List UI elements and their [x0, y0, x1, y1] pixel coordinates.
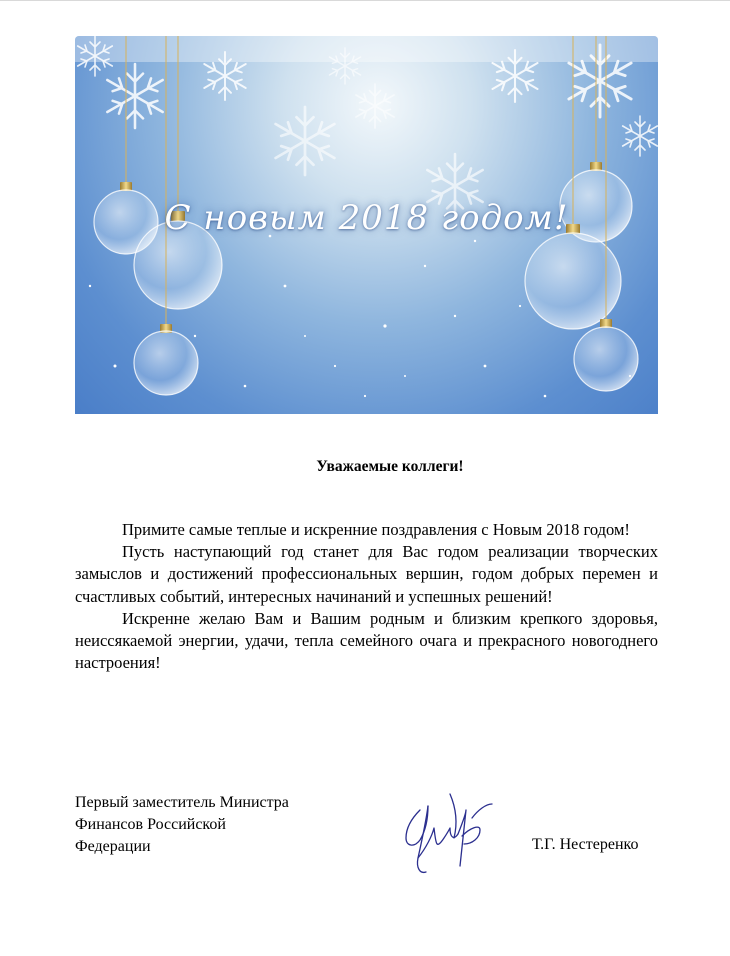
salutation: Уважаемые коллеги! — [316, 458, 464, 475]
signer-name: Т.Г. Нестеренко — [532, 836, 639, 853]
signer-position — [75, 792, 289, 858]
signer-position-line: Федерации — [75, 838, 151, 855]
banner-greeting: С новым 2018 годом! — [164, 198, 569, 238]
paragraph: Примите самые теплые и искренние поздравления с Новым 2018 годом! — [122, 520, 630, 539]
signer-position-line: Первый заместитель Министра — [75, 794, 289, 811]
paragraph: Пусть наступающий год станет для Вас годом реализации творческих замыслов и достижений профессиональных вершин, годом добрых перемен и счастливых событий, интересных начинаний и успешных решений! — [75, 542, 658, 606]
letter-body — [75, 519, 658, 674]
signer-position-line: Финансов Российской — [75, 816, 226, 833]
page-top-border — [0, 0, 730, 1]
paragraph: Искренне желаю Вам и Вашим родным и близким крепкого здоровья, неиссякаемой энергии, удачи, тепла семейного очага и прекрасного новогоднего настроения! — [75, 608, 658, 673]
new-year-banner — [75, 36, 658, 414]
handwritten-signature — [392, 788, 502, 883]
